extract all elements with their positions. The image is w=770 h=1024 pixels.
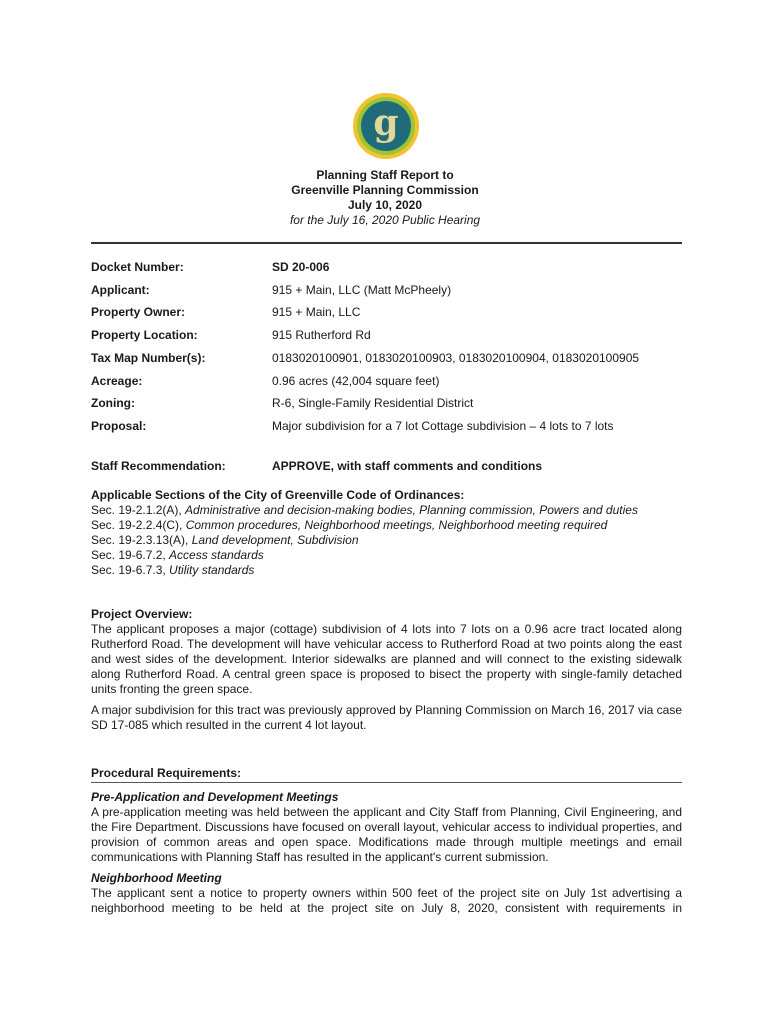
applicable-sections (91, 488, 682, 578)
docket-label: Docket Number: (91, 260, 184, 274)
section-code: Sec. 19-2.2.4(C), (91, 518, 186, 532)
section-desc: Utility standards (169, 563, 255, 577)
section-item (91, 548, 682, 563)
applicant-value: 915 + Main, LLC (Matt McPheely) (272, 283, 452, 297)
section-code: Sec. 19-2.1.2(A), (91, 503, 186, 517)
report-header (0, 168, 770, 228)
location-value: 915 Rutherford Rd (272, 328, 371, 342)
section-desc: Common procedures, Neighborhood meetings, Neighborhood meeting required (185, 518, 608, 532)
docket-value: SD 20-006 (272, 260, 330, 274)
section-item (91, 563, 682, 578)
logo-letter: g (373, 102, 399, 144)
procedural-requirements (91, 766, 682, 781)
taxmap-label: Tax Map Number(s): (91, 351, 206, 365)
greenville-logo (352, 92, 420, 160)
acreage-value: 0.96 acres (42,004 square feet) (272, 374, 440, 388)
pre-application-paragraph: A pre-application meeting was held between the applicant and City Staff from Planning, Civil Engineering, and the Fire Department. Discussions have focused on overall layout, vehicular access to individual properties, and provision of common areas and open space. Modifications made through multiple meetings and email communications with Planning Staff has resulted in the applicant's current submission. (91, 805, 682, 864)
zoning-label: Zoning: (91, 396, 135, 410)
overview-paragraph-1: The applicant proposes a major (cottage) subdivision of 4 lots into 7 lots on a 0.96 acre tract located along Rutherford Road. The development will have vehicular access to Rutherford Road at two points along the east and west sides of the development. Interior sidewalks are planned and will connect to the existing sidewalk along Rutherford Road. A central green space is proposed to bisect the property with single-family detached units fronting the green space. (91, 622, 682, 696)
project-overview (91, 607, 682, 733)
hearing-date: for the July 16, 2020 Public Hearing (289, 213, 481, 227)
procedural-heading: Procedural Requirements: (91, 766, 242, 780)
owner-label: Property Owner: (91, 305, 186, 319)
sections-heading: Applicable Sections of the City of Greenville Code of Ordinances: (91, 488, 465, 502)
report-title: Planning Staff Report to (316, 168, 454, 182)
report-recipient: Greenville Planning Commission (291, 183, 479, 197)
overview-paragraph-2: A major subdivision for this tract was previously approved by Planning Commission on March 16, 2017 via case SD 17-085 which resulted in the current 4 lot layout. (91, 703, 682, 732)
zoning-value: R-6, Single-Family Residential District (272, 396, 474, 410)
taxmap-value: 0183020100901, 0183020100903, 0183020100904, 0183020100905 (272, 351, 640, 365)
location-label: Property Location: (91, 328, 198, 342)
applicant-label: Applicant: (91, 283, 150, 297)
recommendation-value: APPROVE, with staff comments and conditions (272, 459, 543, 473)
section-desc: Land development, Subdivision (191, 533, 359, 547)
neighborhood-meeting-section (91, 871, 682, 916)
recommendation-label: Staff Recommendation: (91, 459, 226, 473)
pre-application-heading: Pre-Application and Development Meetings (91, 790, 339, 804)
section-item (91, 503, 682, 518)
proposal-label: Proposal: (91, 419, 147, 433)
section-code: Sec. 19-6.7.3, (91, 563, 170, 577)
neighborhood-meeting-heading: Neighborhood Meeting (91, 871, 222, 885)
section-code: Sec. 19-6.7.2, (91, 548, 170, 562)
owner-value: 915 + Main, LLC (272, 305, 361, 319)
section-code: Sec. 19-2.3.13(A), (91, 533, 192, 547)
section-item (91, 533, 682, 548)
header-divider (91, 242, 682, 244)
report-date: July 10, 2020 (347, 198, 423, 212)
pre-application-section (91, 790, 682, 865)
neighborhood-meeting-paragraph: The applicant sent a notice to property owners within 500 feet of the project site on July 1st advertising a neighborhood meeting to be held at the project site on July 8, 2020, consistent with requirements in (91, 886, 682, 915)
proposal-value: Major subdivision for a 7 lot Cottage subdivision – 4 lots to 7 lots (272, 419, 614, 433)
procedural-divider (91, 782, 682, 783)
section-item (91, 518, 682, 533)
section-desc: Administrative and decision-making bodies, Planning commission, Powers and duties (185, 503, 638, 517)
acreage-label: Acreage: (91, 374, 143, 388)
section-desc: Access standards (169, 548, 264, 562)
overview-heading: Project Overview: (91, 607, 193, 621)
